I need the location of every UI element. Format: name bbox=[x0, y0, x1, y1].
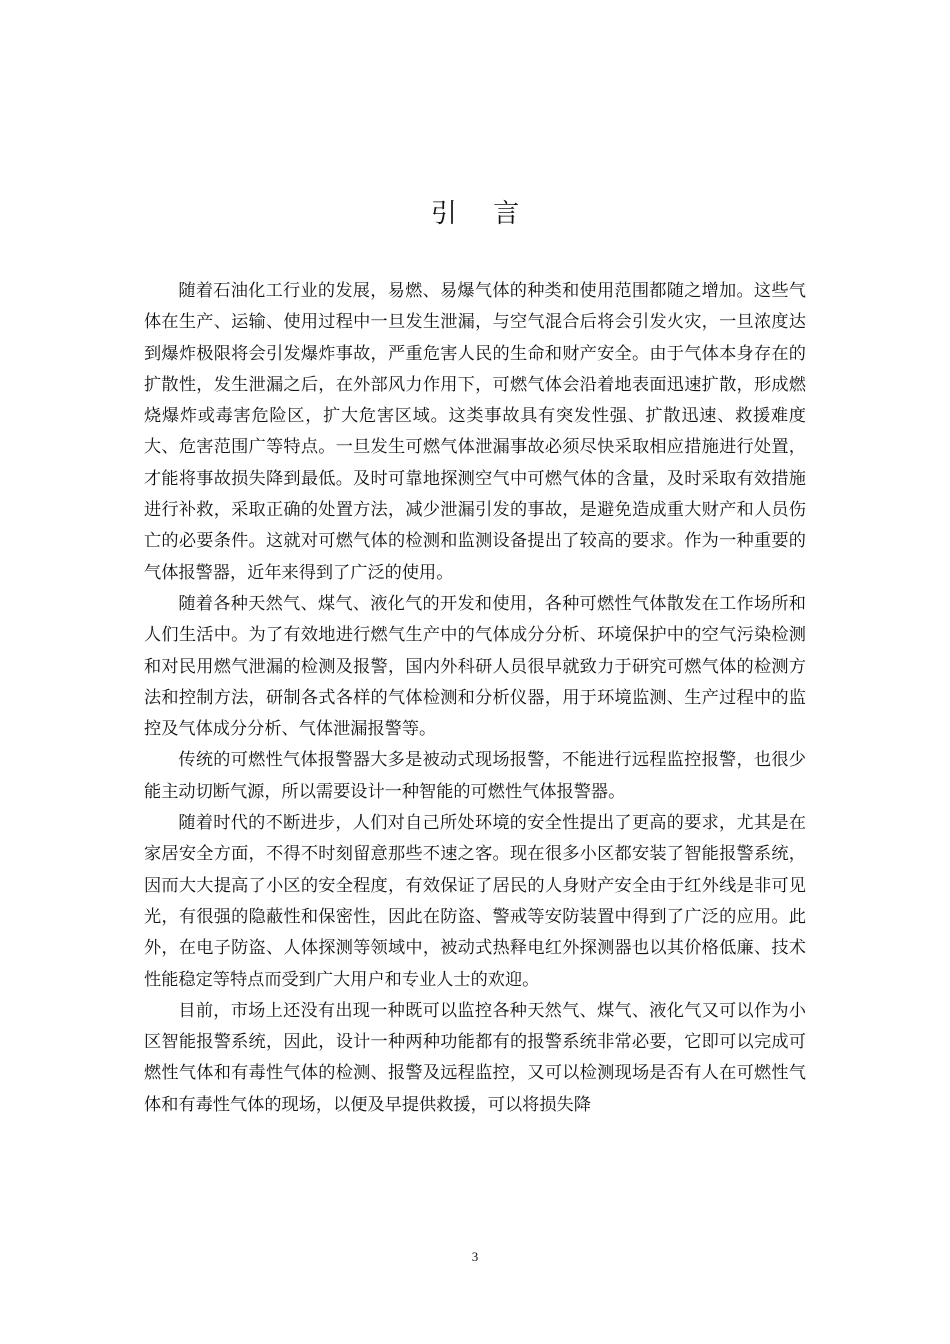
paragraph-4: 随着时代的不断进步，人们对自己所处环境的安全性提出了更高的要求，尤其是在家居安全方面，不得不时刻留意那些不速之客。现在很多小区都安装了智能报警系统，因而大大提高了小区的安全程度，有效保证了居民的人身财产安全由于红外线是非可见光，有很强的隐蔽性和保密性，因此在防盗、警戒等安防装置中得到了广泛的应用。此外，在电子防盗、人体探测等领域中，被动式热释电红外探测器也以其价格低廉、技术性能稳定等特点而受到广大用户和专业人士的欢迎。 bbox=[144, 813, 806, 990]
page-title: 引 言 bbox=[430, 199, 534, 229]
page-number: 3 bbox=[471, 1249, 479, 1264]
paragraph-3: 传统的可燃性气体报警器大多是被动式现场报警，不能进行远程监控报警，也很少能主动切断气源，所以需要设计一种智能的可燃性气体报警器。 bbox=[144, 750, 806, 802]
paragraph-1: 随着石油化工行业的发展，易燃、易爆气体的种类和使用范围都随之增加。这些气体在生产、运输、使用过程中一旦发生泄漏，与空气混合后将会引发火灾，一旦浓度达到爆炸极限将会引发爆炸事故，严重危害人民的生命和财产安全。由于气体本身存在的扩散性，发生泄漏之后，在外部风力作用下，可燃气体会沿着地表面迅速扩散，形成燃烧爆炸或毒害危险区，扩大危害区域。这类事故具有突发性强、扩散迅速、救援难度大、危害范围广等特点。一旦发生可燃气体泄漏事故必须尽快采取相应措施进行处置，才能将事故损失降到最低。及时可靠地探测空气中可燃气体的含量，及时采取有效措施进行补救，采取正确的处置方法，减少泄漏引发的事故，是避免造成重大财产和人员伤亡的必要条件。这就对可燃气体的检测和监测设备提出了较高的要求。作为一种重要的气体报警器，近年来得到了广泛的使用。 bbox=[144, 281, 806, 583]
paragraph-5: 目前，市场上还没有出现一种既可以监控各种天然气、煤气、液化气又可以作为小区智能报警系统，因此，设计一种两种功能都有的报警系统非常必要，它即可以完成可燃性气体和有毒性气体的检测、报警及远程监控，又可以检测现场是否有人在可燃性气体和有毒性气体的现场，以便及早提供救援，可以将损失降 bbox=[144, 1000, 806, 1115]
paragraph-2: 随着各种天然气、煤气、液化气的开发和使用，各种可燃性气体散发在工作场所和人们生活中。为了有效地进行燃气生产中的气体成分分析、环境保护中的空气污染检测和对民用燃气泄漏的检测及报警，国内外科研人员很早就致力于研究可燃气体的检测方法和控制方法，研制各式各样的气体检测和分析仪器，用于环境监测、生产过程中的监控及气体成分分析、气体泄漏报警等。 bbox=[144, 593, 806, 740]
body-text bbox=[144, 276, 806, 1121]
